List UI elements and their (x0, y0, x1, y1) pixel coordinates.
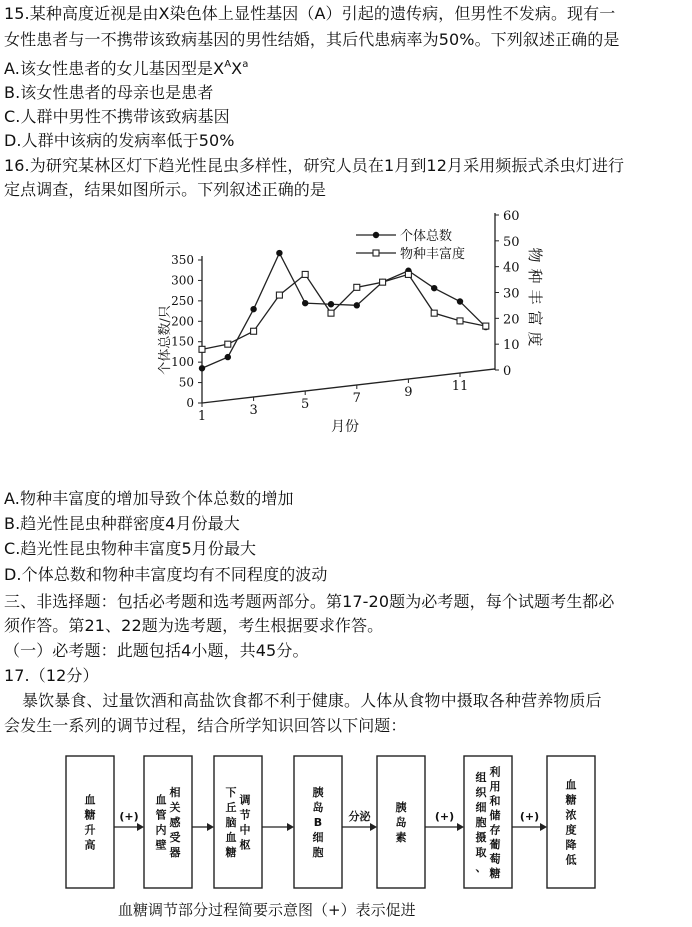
x-axis-tick-label: 3 (249, 403, 258, 418)
flow-box-char: 胞 (475, 816, 487, 829)
x-axis-tick-label: 11 (451, 379, 469, 394)
flow-box (464, 756, 512, 888)
right-axis-tick-label: 50 (503, 234, 520, 250)
x-axis-tick-label: 9 (404, 385, 413, 400)
flow-box-char: 高 (84, 838, 96, 852)
q16-option-b: B.趋光性昆虫种群密度4月份最大 (4, 514, 240, 533)
section3-line1: 三、非选择题：包括必考题和选考题两部分。第17-20题为必考题，每个试题考生都必 (4, 592, 615, 611)
series-total-point (199, 365, 205, 371)
flow-box-char: 利 (489, 765, 501, 779)
series-total-point (302, 300, 308, 306)
line-chart (158, 205, 544, 450)
flow-box-char: 内 (155, 823, 167, 837)
legend-marker-total (373, 232, 379, 238)
flow-box-char: 胞 (312, 846, 324, 859)
flow-arrow-label: (+) (519, 810, 540, 823)
series-richness-point (276, 292, 282, 298)
flow-box-char: 胰 (312, 786, 324, 799)
flow-box (66, 756, 114, 888)
flow-box-char: 节 (239, 808, 251, 822)
flow-box-char: 岛 (312, 801, 324, 814)
flow-box-char: 摄 (475, 831, 487, 844)
left-axis-tick-label: 300 (171, 273, 194, 288)
flow-box-char: 存 (489, 823, 501, 837)
flow-arrowhead (137, 823, 144, 831)
flow-box-char: 浓 (565, 808, 577, 822)
legend-label: 物种丰富度 (400, 247, 466, 262)
q17-paragraph-line1: 暴饮暴食、过量饮酒和高盐饮食都不利于健康。人体从食物中摄取各种营养物质后 (22, 691, 602, 710)
flow-box-char: 胰 (395, 801, 407, 814)
flow-box-char: 丘 (225, 801, 237, 814)
series-richness-point (251, 328, 257, 334)
series-richness-point (483, 323, 489, 329)
x-axis-label: 月份 (331, 419, 359, 435)
left-axis-tick-label: 350 (171, 253, 194, 267)
flow-diagram (54, 744, 614, 899)
flow-box-char: 降 (565, 838, 577, 852)
series-richness-line (202, 274, 486, 349)
left-axis-tick-label: 100 (171, 355, 194, 370)
series-richness-point (457, 318, 463, 324)
flow-box-char: 低 (565, 853, 577, 867)
left-axis-tick-label: 150 (171, 334, 194, 349)
series-richness-point (405, 271, 411, 277)
legend-marker-richness (373, 250, 379, 256)
flow-box-char: 素 (395, 831, 407, 844)
flow-box-char: 组 (475, 771, 487, 784)
series-total-point (276, 250, 282, 256)
flow-box-char: 糖 (565, 793, 577, 807)
section3-line2: 须作答。第21、22题为选考题，考生根据要求作答。 (4, 616, 384, 635)
flow-arrowhead (370, 823, 377, 831)
flow-box-char: 、 (475, 861, 487, 874)
flow-box-char: B (313, 816, 323, 829)
flow-box-char: 糖 (225, 846, 237, 859)
flow-box-char: 织 (475, 786, 487, 799)
right-axis-label: 物种丰富度 (526, 247, 544, 353)
flow-box-char: 用 (489, 779, 501, 793)
series-total-point (328, 301, 334, 307)
flow-box-char: 细 (475, 801, 487, 814)
flow-arrowhead (287, 823, 294, 831)
series-total-point (354, 302, 360, 308)
x-axis-tick-label: 1 (197, 409, 207, 424)
flow-box (144, 756, 192, 888)
q16-stem-line1: 16.为研究某林区灯下趋光性昆虫多样性，研究人员在1月到12月采用频振式杀虫灯进行 (4, 156, 625, 175)
q16-option-a: A.物种丰富度的增加导致个体总数的增加 (4, 489, 294, 508)
right-axis-tick-label: 30 (503, 286, 520, 302)
flow-box-char: 感 (169, 816, 181, 829)
q16-option-c: C.趋光性昆虫物种丰富度5月份最大 (4, 539, 257, 558)
series-richness-point (328, 310, 334, 316)
x-axis-tick-label: 5 (301, 397, 310, 412)
flow-arrowhead (207, 823, 214, 831)
flow-box-char: 葡 (489, 837, 501, 851)
x-axis-tick-label: 7 (352, 391, 361, 406)
flow-box-char: 糖 (84, 808, 96, 822)
left-axis-tick-label: 0 (186, 396, 194, 410)
flow-box-char: 取 (475, 846, 487, 859)
flow-box-char: 血 (565, 778, 577, 792)
flow-box-char: 血 (155, 793, 167, 807)
flow-box-char: 储 (489, 808, 501, 822)
q16-option-d: D.个体总数和物种丰富度均有不同程度的波动 (4, 565, 328, 584)
flow-box-char: 脑 (225, 816, 237, 829)
q15-option-d: D.人群中该病的发病率低于50% (4, 131, 235, 150)
flow-box-char: 枢 (239, 838, 251, 852)
flow-box-char: 关 (169, 801, 181, 814)
flow-box-char: 度 (565, 823, 577, 837)
q16-stem-line2: 定点调查，结果如图所示。下列叙述正确的是 (4, 180, 327, 199)
q15-option-a-text: A.该女性患者的女儿基因型是 (4, 59, 214, 78)
left-axis-tick-label: 250 (171, 293, 194, 308)
q15-stem-line1: 15.某种高度近视是由X染色体上显性基因（A）引起的遗传病，但男性不发病。现有一 (4, 4, 616, 23)
q15-option-a: A.该女性患者的女儿基因型是$X^AX^a$ (4, 59, 249, 78)
flow-box-char: 下 (225, 786, 237, 799)
flow-box-char: 岛 (395, 816, 407, 829)
flow-arrow-label: (+) (434, 810, 455, 823)
flow-box-char: 管 (155, 808, 167, 822)
section3-line3: （一）必考题：此题包括4小题，共45分。 (4, 641, 309, 660)
series-total-point (457, 298, 463, 304)
flow-box-char: 细 (312, 831, 324, 844)
series-richness-point (380, 279, 386, 285)
right-axis-tick-label: 20 (503, 312, 520, 328)
flow-box-char: 壁 (155, 838, 167, 852)
flow-box-char: 相 (169, 786, 181, 799)
flow-box-char: 血 (84, 793, 96, 807)
flow-caption: 血糖调节部分过程简要示意图（+）表示促进 (118, 901, 416, 919)
q15-stem-line2: 女性患者与一不携带该致病基因的男性结婚，其后代患病率为50%。下列叙述正确的是 (4, 30, 620, 49)
left-axis-tick-label: 200 (171, 314, 194, 329)
flow-arrowhead (457, 823, 464, 831)
flow-box-char: 萄 (489, 852, 501, 866)
series-richness-point (225, 341, 231, 347)
q17-paragraph-line2: 会发生一系列的调节过程，结合所学知识回答以下问题： (4, 716, 407, 735)
series-total-line (202, 253, 486, 368)
right-axis-tick-label: 0 (503, 364, 512, 379)
series-total-point (250, 306, 256, 312)
flow-box-char: 和 (489, 794, 501, 808)
flow-box-char: 器 (169, 846, 181, 859)
q15-option-b: B.该女性患者的母亲也是患者 (4, 83, 214, 102)
flow-box-char: 升 (84, 823, 96, 837)
q17-title: 17.（12分） (4, 666, 99, 685)
flow-box (214, 756, 262, 888)
flow-box-char: 受 (169, 831, 181, 844)
series-richness-point (354, 284, 360, 290)
series-total-point (225, 354, 231, 360)
right-axis-tick-label: 60 (503, 209, 520, 224)
left-axis-tick-label: 50 (178, 375, 194, 390)
series-richness-point (302, 271, 308, 277)
flow-box-char: 调 (239, 793, 251, 807)
flow-arrow-label: (+) (119, 810, 139, 823)
series-richness-point (431, 310, 437, 316)
flow-box-char: 糖 (489, 866, 501, 880)
flow-box-char: 中 (239, 823, 251, 837)
legend-label: 个体总数 (400, 229, 453, 244)
right-axis-tick-label: 10 (503, 338, 520, 354)
flow-box (547, 756, 595, 888)
flow-arrowhead (540, 823, 547, 831)
series-total-point (431, 285, 437, 291)
q15-option-c: C.人群中男性不携带该致病基因 (4, 107, 230, 126)
right-axis-tick-label: 40 (503, 260, 520, 276)
flow-arrow-label: 分泌 (348, 810, 371, 823)
left-axis-label: 个体总数/只 (158, 305, 173, 375)
series-richness-point (199, 346, 205, 352)
flow-box-char: 血 (225, 831, 237, 844)
